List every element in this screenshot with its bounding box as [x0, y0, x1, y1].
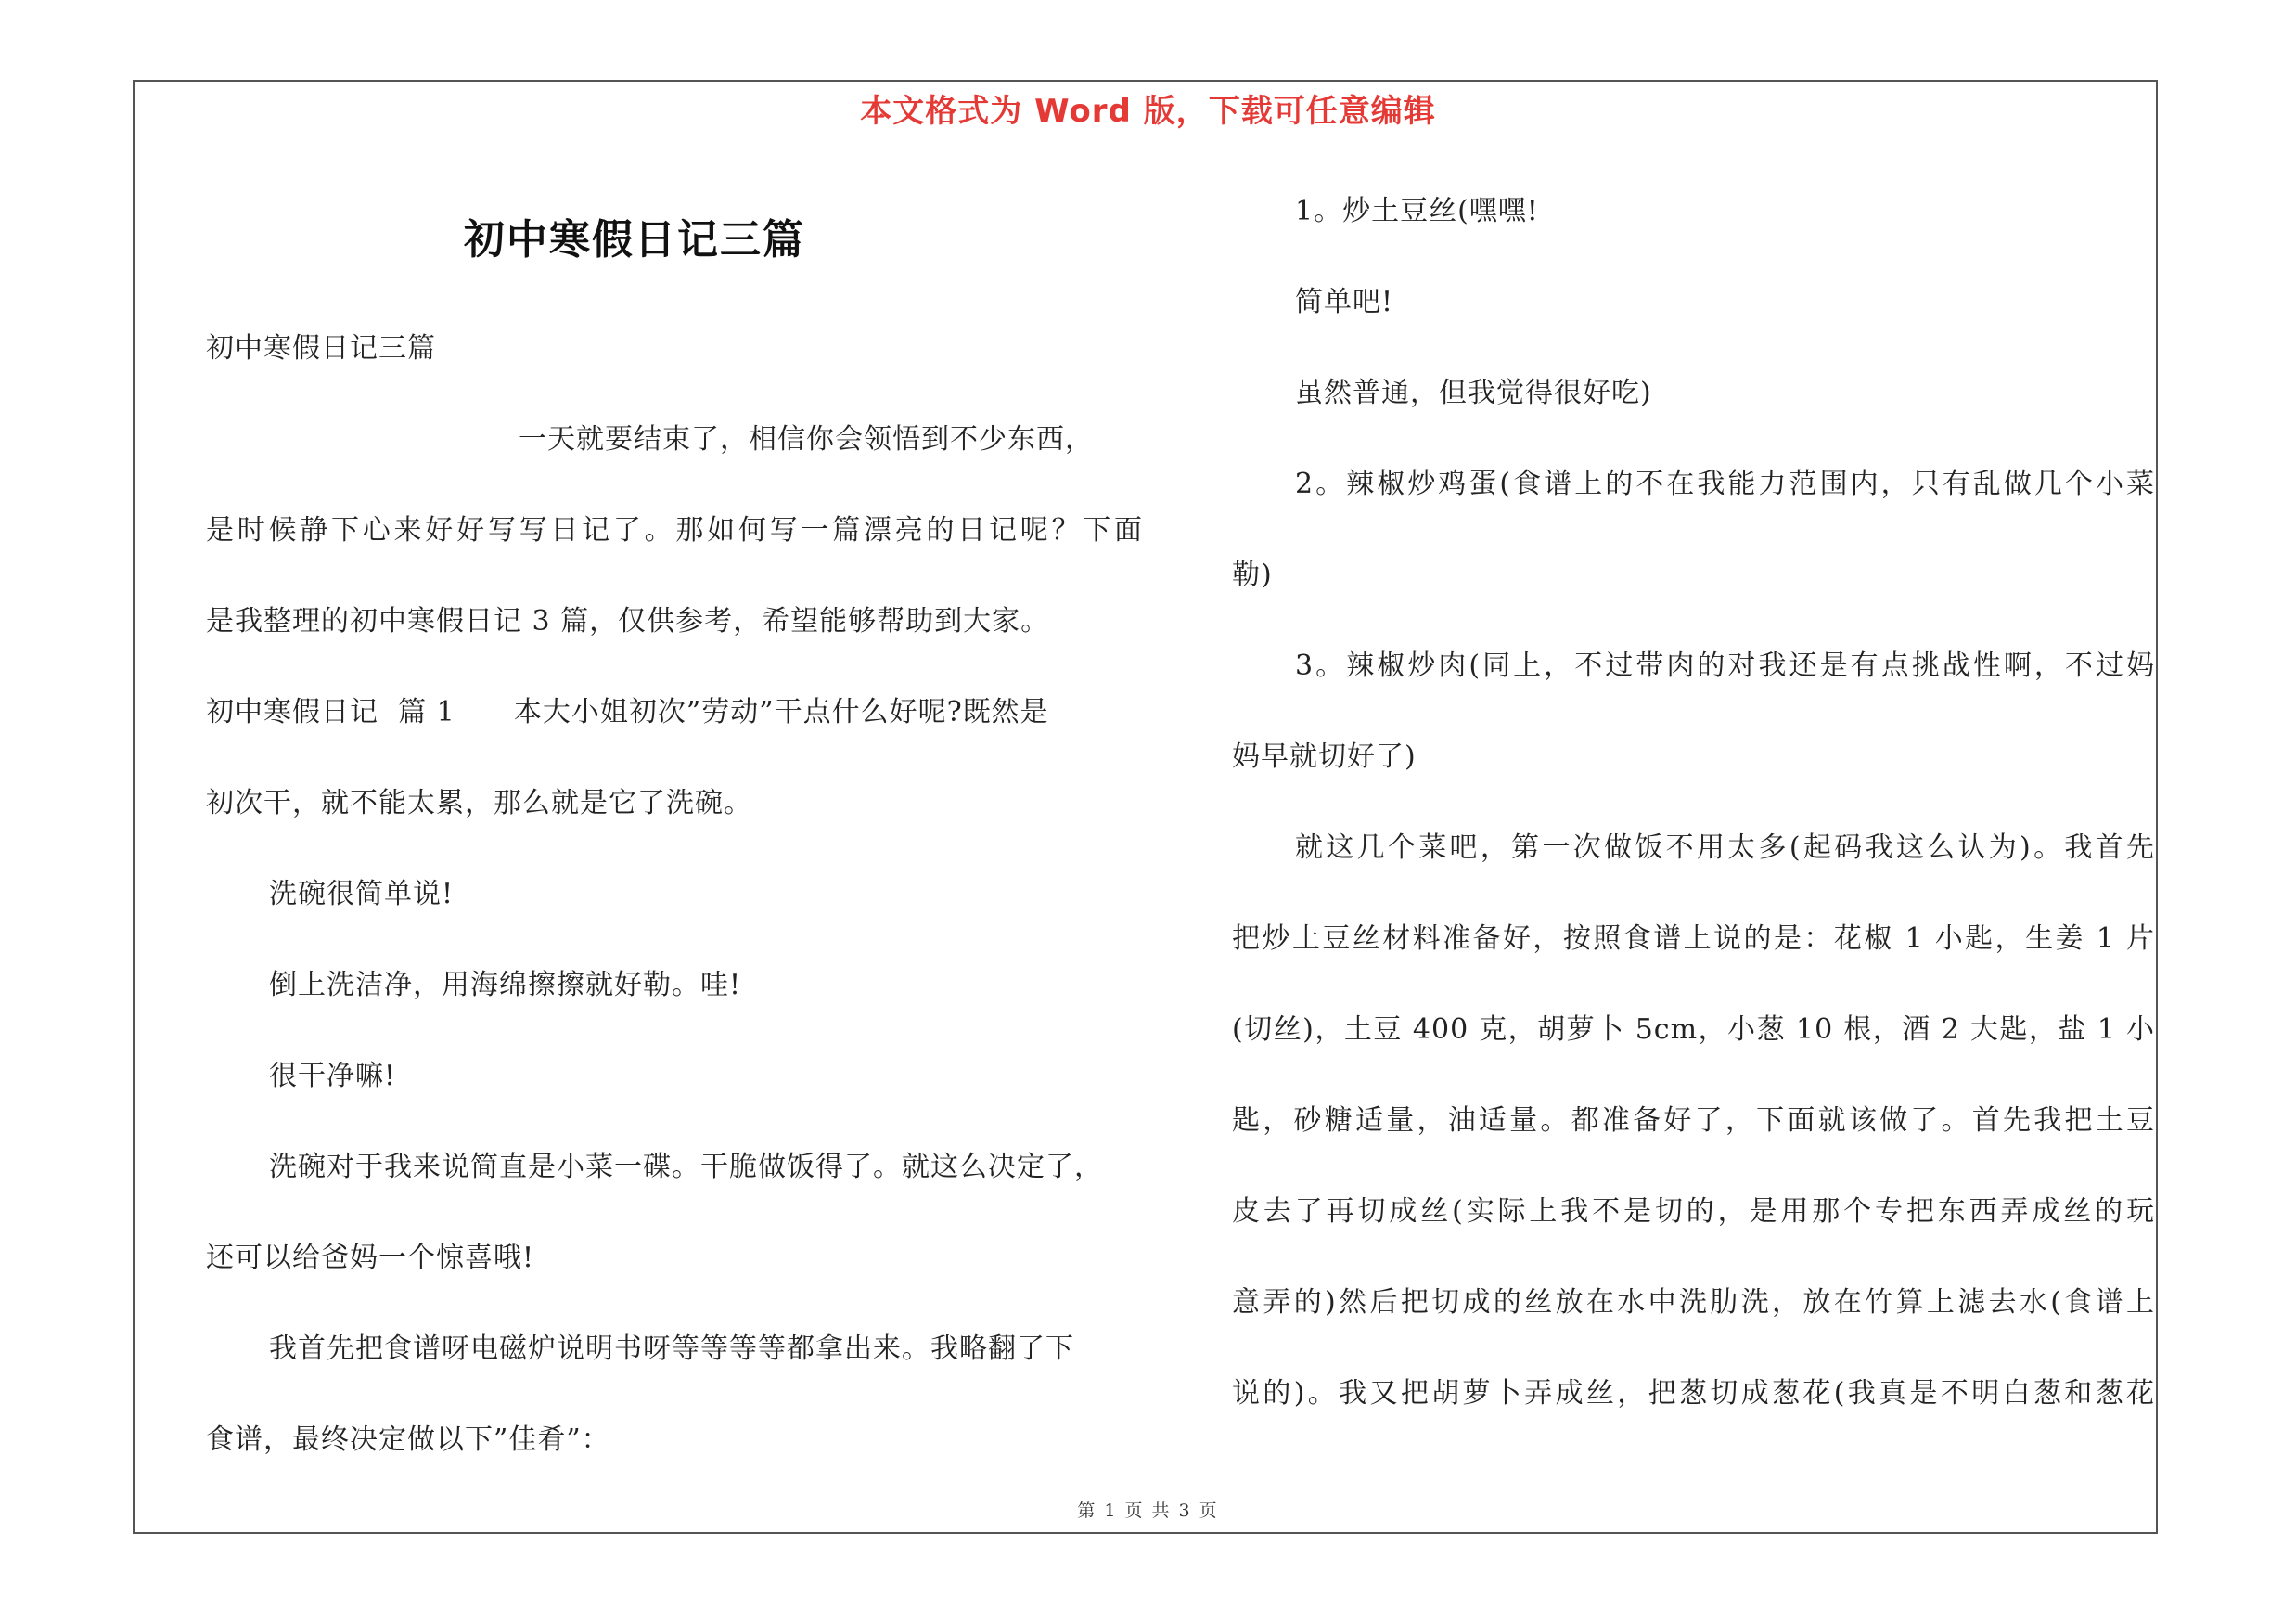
right-line-2: 简单吧! [1295, 286, 1394, 318]
right-line-1: 1。炒土豆丝(嘿嘿! [1295, 195, 1539, 227]
left-line-11: 还可以给爸妈一个惊喜哦! [206, 1242, 535, 1274]
left-line-9: 很干净嘛! [269, 1060, 397, 1092]
right-line-14: 说的)。我又把胡萝卜弄成丝，把葱切成葱花(我真是不明白葱和葱花 [1232, 1377, 2155, 1410]
left-line-12: 我首先把食谱呀电磁炉说明书呀等等等等都拿出来。我略翻了下 [269, 1333, 1074, 1365]
right-line-4: 2。辣椒炒鸡蛋(食谱上的不在我能力范围内，只有乱做几个小菜 [1295, 468, 2155, 500]
right-line-10: (切丝)，土豆 400 克，胡萝卜 5cm，小葱 10 根，酒 2 大匙，盐 1 小 [1232, 1013, 2155, 1046]
right-line-11: 匙，砂糖适量，油适量。都准备好了，下面就该做了。首先我把土豆 [1232, 1104, 2155, 1137]
left-line-4: 是我整理的初中寒假日记 3 篇，仅供参考，希望能够帮助到大家。 [206, 605, 1050, 638]
right-line-6: 3。辣椒炒肉(同上，不过带肉的对我还是有点挑战性啊，不过妈 [1295, 650, 2155, 682]
left-line-2: 一天就要结束了，相信你会领悟到不少东西， [519, 423, 1094, 456]
right-line-7: 妈早就切好了) [1232, 741, 1417, 773]
left-line-1: 初中寒假日记三篇 [206, 332, 436, 365]
right-line-8: 就这几个菜吧，第一次做饭不用太多(起码我这么认为)。我首先 [1295, 831, 2155, 864]
right-column [1232, 0, 2155, 1623]
left-line-3: 是时候静下心来好好写写日记了。那如何写一篇漂亮的日记呢？下面 [206, 514, 1143, 547]
right-line-9: 把炒土豆丝材料准备好，按照食谱上说的是：花椒 1 小匙，生姜 1 片 [1232, 922, 2155, 955]
left-line-6: 初次干，就不能太累，那么就是它了洗碗。 [206, 787, 752, 819]
format-banner: 本文格式为 Word 版，下载可任意编辑 [860, 93, 1436, 130]
left-line-7: 洗碗很简单说! [269, 878, 455, 910]
right-line-3: 虽然普通，但我觉得很好吃) [1295, 377, 1652, 409]
left-line-10: 洗碗对于我来说简直是小菜一碟。干脆做饭得了。就这么决定了， [269, 1151, 1103, 1183]
document-title: 初中寒假日记三篇 [464, 216, 805, 264]
right-line-13: 意弄的)然后把切成的丝放在水中洗肋洗，放在竹算上滤去水(食谱上 [1232, 1286, 2155, 1319]
left-column [206, 0, 1143, 1623]
right-line-5: 勒) [1232, 559, 1273, 591]
left-line-13: 食谱，最终决定做以下”佳肴”： [206, 1423, 610, 1456]
left-line-5: 初中寒假日记 篇 1 本大小姐初次”劳动”干点什么好呢?既然是 [206, 696, 1049, 728]
left-line-8: 倒上洗洁净，用海绵擦擦就好勒。哇! [269, 969, 742, 1001]
right-line-12: 皮去了再切成丝(实际上我不是切的，是用那个专把东西弄成丝的玩 [1232, 1195, 2155, 1228]
page-number-footer: 第 1 页 共 3 页 [1077, 1501, 1219, 1521]
